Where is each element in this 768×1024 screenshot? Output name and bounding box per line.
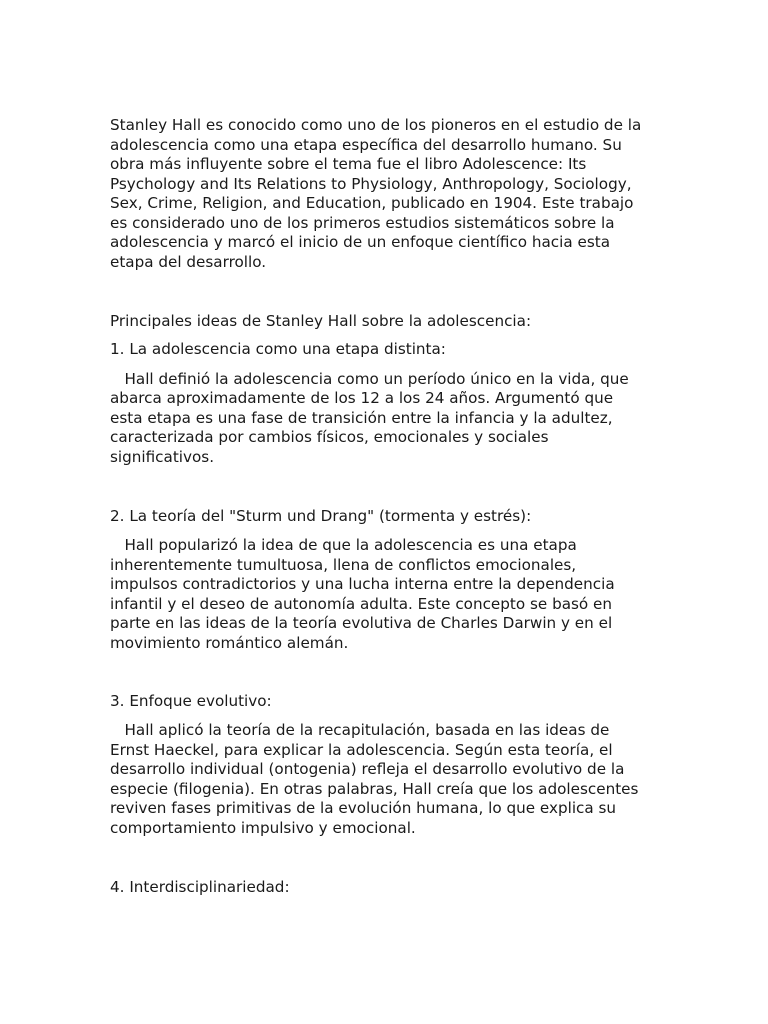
item-line: abarca aproximadamente de los 12 a los 24 años. Argumentó que <box>110 389 614 407</box>
item-heading: 3. Enfoque evolutivo: <box>110 692 272 710</box>
item-line: reviven fases primitivas de la evolución humana, lo que explica su <box>110 799 617 817</box>
item-line: Ernst Haeckel, para explicar la adolescencia. Según esta teoría, el <box>110 741 613 759</box>
section-heading: Principales ideas de Stanley Hall sobre la adolescencia: <box>110 312 532 330</box>
item-line: esta etapa es una fase de transición entre la infancia y la adultez, <box>110 409 613 427</box>
item-line: caracterizada por cambios físicos, emocionales y sociales <box>110 428 549 446</box>
intro-line: Stanley Hall es conocido como uno de los pioneros en el estudio de la <box>110 116 642 134</box>
intro-line: Sex, Crime, Religion, and Education, publicado en 1904. Este trabajo <box>110 194 634 212</box>
item-line: infantil y el deseo de autonomía adulta. Este concepto se basó en <box>110 595 613 613</box>
item-line: Hall popularizó la idea de que la adolescencia es una etapa <box>110 536 577 554</box>
item-line: Hall aplicó la teoría de la recapitulación, basada en las ideas de <box>110 721 610 739</box>
intro-line: es considerado uno de los primeros estudios sistemáticos sobre la <box>110 214 615 232</box>
intro-line: etapa del desarrollo. <box>110 253 267 271</box>
item-line: especie (filogenia). En otras palabras, Hall creía que los adolescentes <box>110 780 639 798</box>
item-heading: 1. La adolescencia como una etapa distinta: <box>110 340 446 358</box>
item-line: inherentemente tumultuosa, llena de conflictos emocionales, <box>110 556 577 574</box>
item-line: comportamiento impulsivo y emocional. <box>110 819 416 837</box>
intro-line: adolescencia como una etapa específica del desarrollo humano. Su <box>110 136 622 154</box>
item-heading: 4. Interdisciplinariedad: <box>110 878 290 896</box>
item-line: Hall definió la adolescencia como un período único en la vida, que <box>110 370 629 388</box>
item-line: significativos. <box>110 448 215 466</box>
item-line: parte en las ideas de la teoría evolutiva de Charles Darwin y en el <box>110 614 613 632</box>
intro-line: obra más influyente sobre el tema fue el libro Adolescence: Its <box>110 155 587 173</box>
item-line: desarrollo individual (ontogenia) refleja el desarrollo evolutivo de la <box>110 760 625 778</box>
item-line: movimiento romántico alemán. <box>110 634 349 652</box>
item-heading: 2. La teoría del "Sturm und Drang" (tormenta y estrés): <box>110 507 532 525</box>
intro-line: adolescencia y marcó el inicio de un enfoque científico hacia esta <box>110 233 611 251</box>
item-line: impulsos contradictorios y una lucha interna entre la dependencia <box>110 575 615 593</box>
intro-line: Psychology and Its Relations to Physiology, Anthropology, Sociology, <box>110 175 632 193</box>
